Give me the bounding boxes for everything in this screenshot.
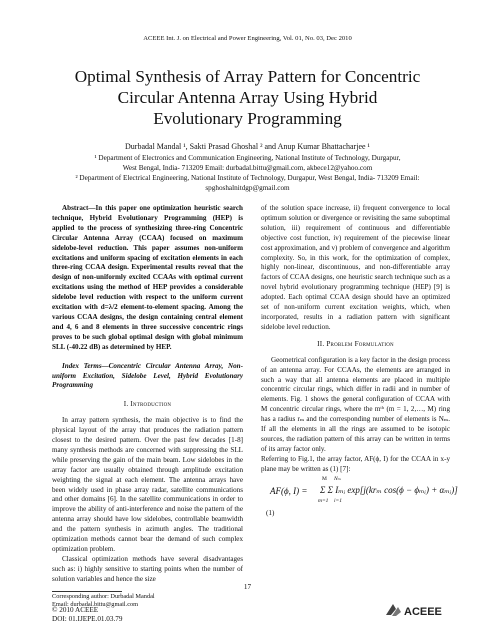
equation-number: (1) [266,509,275,517]
intro-paragraph-2: Classical optimization methods have several disadvantages such as: i) highly sensitive to starting points when the number of solution variables and hence the size [52,554,243,583]
title-line: Optimal Synthesis of Array Pattern for Concentric [74,67,421,86]
right-column [261,204,450,475]
equation-upper-limit-n: Nₘ [334,476,342,482]
affiliation-line: ² Department of Electrical Engineering, National Institute of Technology, Durgapur, West Bengal, India- 713209 Email: [75,174,420,182]
logo-text: ACEEE [404,606,442,618]
authors: Durbadal Mandal ¹, Sakti Prasad Ghoshal ² and Anup Kumar Bhattacharjee ¹ [125,142,370,151]
right-paragraph-3: Referring to Fig.1, the array factor, AF(ϕ, I) for the CCAA in x-y plane may be written as (1) [7]: [261,454,450,473]
equation-lower-limit-i: i=1 [334,498,342,504]
aceee-logo [384,601,454,619]
footnote-rule [52,591,122,592]
index-terms: Index Terms—Concentric Circular Antenna Array, Non-uniform Excitation, Sidelobe Level, Hybrid Evolutionary Programming [52,361,243,390]
title-line: Evolutionary Programming [153,109,342,128]
page-number: 17 [243,583,252,591]
left-column [52,204,243,585]
affiliation-2 [30,173,465,193]
right-paragraph-1: of the solution space increase, ii) frequent convergence to local optimum solution or divergence or revisiting the same suboptimal solution, iii) requirement of continuous and differentiable objective cost function, iv) requirement of the piecewise linear cost approximation, and v) problem of convergence and algorithm complexity. So, in this work, for the optimization of complex, highly non-linear, discontinuous, and non-differentiable array factors of CCAA designs, one heuristic search technique such as a novel hybrid evolutionary programming technique (HEP) [9] is adopted. Each optimal CCAA design should have an optimized set of non-uniform current excitation weights, which, when incorporated, results in a radiation pattern with significant sidelobe level reduction. [261,204,450,331]
equation-rhs: Σ Σ Iₘᵢ exp[j(krₘ cos(ϕ − ϕₘᵢ) + αₘᵢ)] [320,485,458,495]
affiliation-line: spghoshalnitdgp@gmail.com [205,184,290,192]
title-line: Circular Antenna Array Using Hybrid [117,88,378,107]
equation-lhs: AF(ϕ, I) = [270,486,308,496]
equation-lower-limit-m: m=1 [318,498,329,504]
section-heading-problem-formulation: II. Problem Formulation [317,339,394,348]
running-head: ACEEE Int. J. on Electrical and Power Engineering, Vol. 01, No. 03, Dec 2010 [143,35,352,42]
equation-upper-limit-m: M [322,476,327,482]
doi: DOI: 01.IJEPE.01.03.79 [52,615,123,623]
aceee-logo-graphic [384,601,454,619]
paper-title [20,66,475,129]
section-heading-introduction: I. Introduction [123,400,172,409]
intro-paragraph-1: In array pattern synthesis, the main objective is to find the physical layout of the array that produces the radiation pattern closest to the desired pattern. Over the past few decades [1-8] many synthesis methods are concerned with suppressing the SLL while preserving the gain of the main beam. Low sidelobes in the array factor are usually obtained through amplitude excitation weighting the signal at each element. The antenna arrays have been widely used in phase array radar, satellite communications and other domains [6]. In the satellite communications in order to improve the ability of anti-interference and noise the pattern of the antenna array should have low sidelobes, controllable beamwidth and the pattern synthesis in azimuth angles. The traditional optimization methods cannot bear the demand of such complex optimization problem. [52,416,243,553]
affiliation-line: West Bengal, India- 713209 Email: durbadal.bittu@gmail.com, akbece12@yahoo.com [122,164,373,172]
equation-1 [268,476,458,510]
affiliation-line: ¹ Department of Electronics and Communication Engineering, National Institute of Technology, Durgapur, [94,154,401,162]
footnote-line: Email: durbadal.bittu@gmail.com [52,601,139,608]
publication-info [52,606,122,624]
affiliation-1 [60,153,435,173]
abstract: Abstract—In this paper one optimization heuristic search technique, Hybrid Evolutionary Programming (HEP) is applied to the process of synthesizing three-ring Concentric Circular Antenna Array (CCAA) focused on maximum sidelobe-level reduction. This paper assumes non-uniform excitations and uniform spacing of excitation elements in each three-ring CCAA design. Experimental results reveal that the design of non-uniformly excited CCAAs with optimal current excitations using the method of HEP provides a considerable sidelobe level reduction with respect to the uniform current excitation with d=λ/2 element-to-element spacing. Among the various CCAA designs, the design containing central element and 4, 6 and 8 elements in three successive concentric rings proves to be such global optimal design with global minimum SLL (-40.22 dB) as determined by HEP. [52,204,243,351]
footnote-line: Corresponding author: Durbadal Mandal [52,593,155,600]
logo-mark-icon [386,604,401,616]
right-paragraph-2: Geometrical configuration is a key factor in the design process of an antenna array. For CCAAs, the elements are arranged in such a way that all antenna elements are placed in multiple concentric circular rings, which differ in radii and in number of elements. Fig. 1 shows the general configuration of CCAA with M concentric circular rings, where the mᵗʰ (m = 1, 2,…, M) ring has a radius rₘ and the corresponding number of elements is Nₘ. If all the elements in all the rings are assumed to be isotopic sources, the radiation pattern of this array can be written in terms of its array factor only. [261,355,450,453]
copyright: © 2010 ACEEE [52,606,99,614]
